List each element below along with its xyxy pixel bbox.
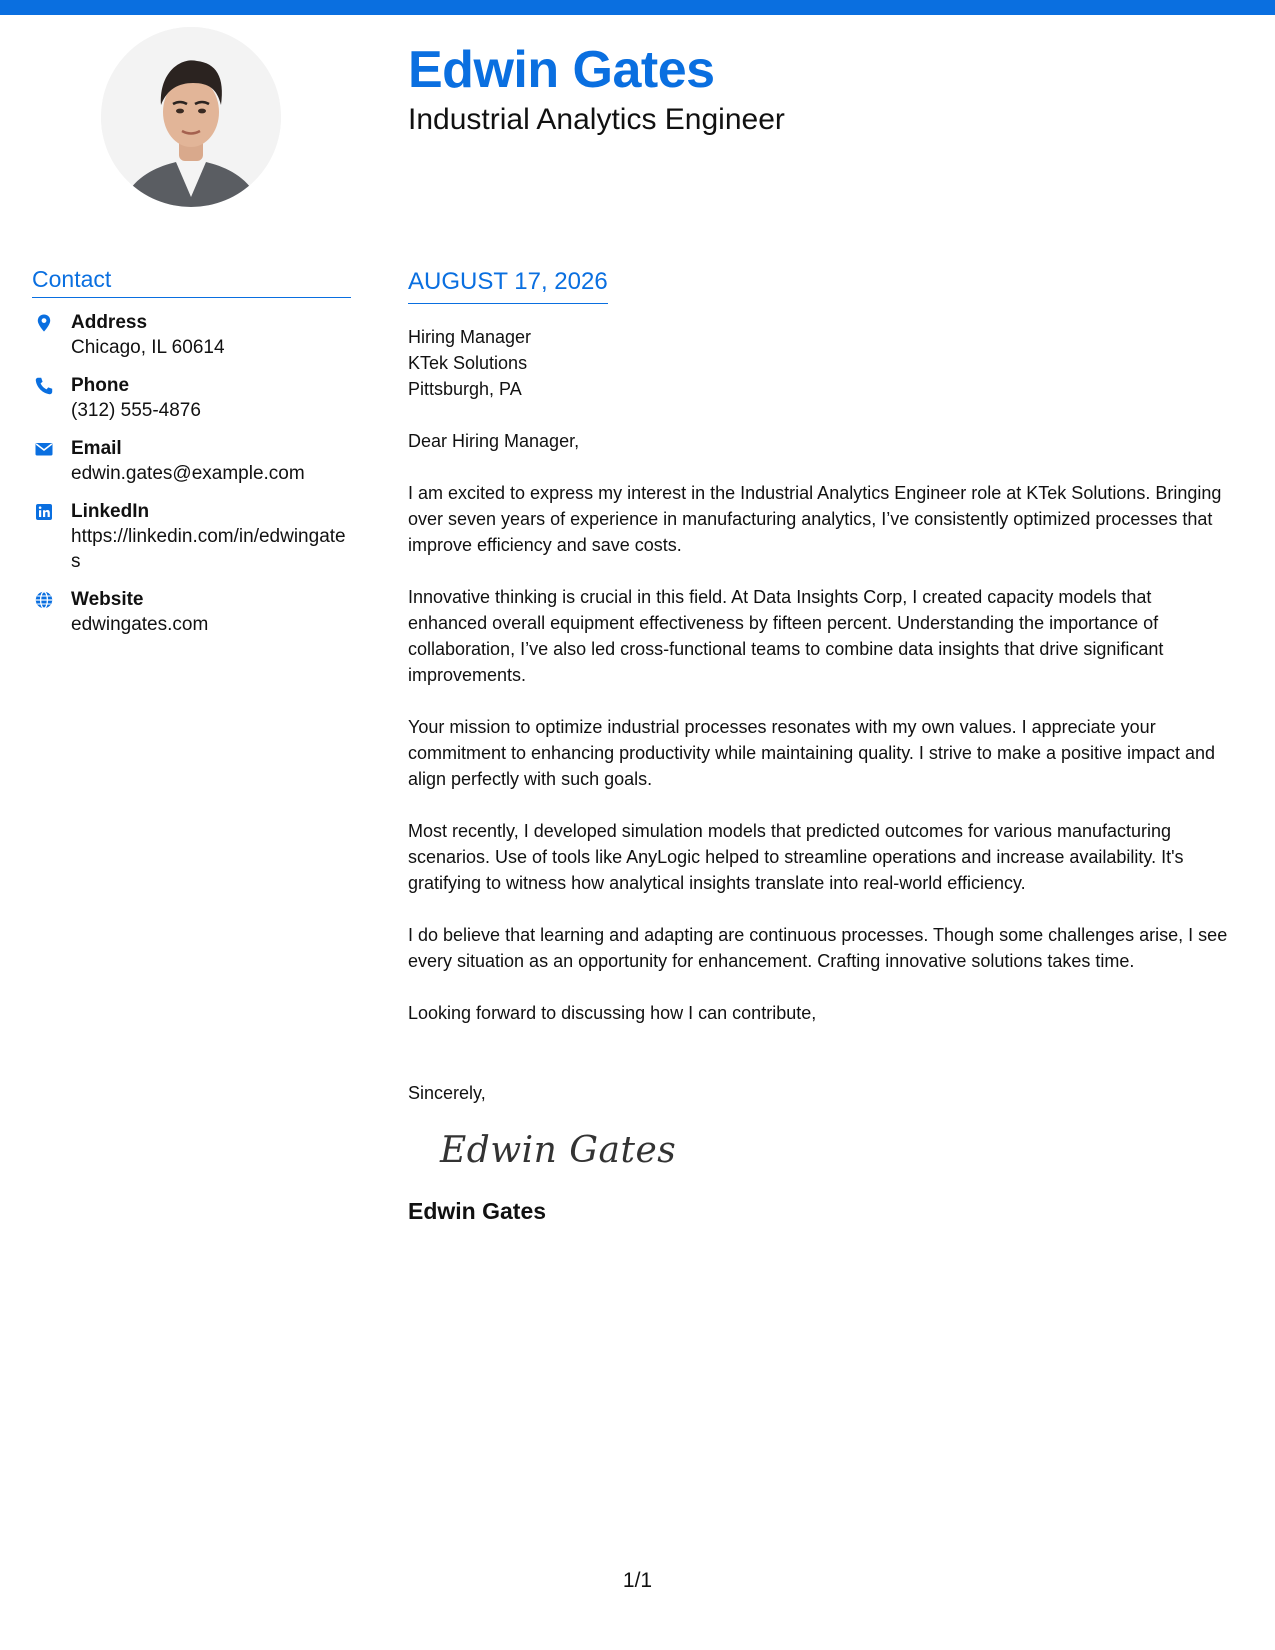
website-label: Website bbox=[71, 588, 144, 610]
handwritten-signature: Edwin Gates bbox=[440, 1129, 677, 1171]
map-pin-icon bbox=[34, 313, 54, 333]
phone-icon bbox=[34, 376, 54, 396]
page-number: 1/1 bbox=[622, 1569, 653, 1592]
letter-paragraph: Your mission to optimize industrial processes resonates with my own values. I appreciate your commitment to enhancing productivity while maintaining quality. I strive to make a positive impact and align perfectly with such goals. bbox=[408, 716, 1216, 789]
recipient-line: Pittsburgh, PA bbox=[408, 378, 522, 399]
applicant-title: Industrial Analytics Engineer bbox=[408, 103, 785, 136]
signoff: Sincerely, bbox=[408, 1082, 486, 1103]
linkedin-value[interactable]: https://linkedin.com/in/edwingates bbox=[71, 525, 346, 572]
website-value[interactable]: edwingates.com bbox=[71, 613, 209, 635]
envelope-icon bbox=[34, 439, 54, 459]
contact-item-website bbox=[32, 587, 351, 637]
applicant-name: Edwin Gates bbox=[408, 41, 715, 99]
contact-item-email bbox=[32, 436, 351, 486]
linkedin-label: LinkedIn bbox=[71, 500, 150, 522]
recipient-line: KTek Solutions bbox=[408, 352, 528, 373]
profile-photo bbox=[101, 27, 281, 207]
phone-label: Phone bbox=[71, 374, 130, 396]
contact-item-phone bbox=[32, 373, 351, 423]
contact-list bbox=[32, 310, 351, 637]
address-label: Address bbox=[71, 311, 148, 333]
letter-body bbox=[408, 268, 1230, 1226]
closing-line: Looking forward to discussing how I can contribute, bbox=[408, 1002, 817, 1023]
email-label: Email bbox=[71, 437, 122, 459]
phone-value: (312) 555-4876 bbox=[71, 399, 201, 421]
contact-heading: Contact bbox=[32, 266, 351, 298]
letter-paragraph: Innovative thinking is crucial in this field. At Data Insights Corp, I created capacity models that enhanced overall equipment effectiveness by fifteen percent. Understanding the importance of collaboration, I’ve also led cross-functional teams to combine data insights that drive significant improvements. bbox=[408, 586, 1164, 685]
address-value: Chicago, IL 60614 bbox=[71, 336, 225, 358]
email-value[interactable]: edwin.gates@example.com bbox=[71, 462, 305, 484]
letter-date: AUGUST 17, 2026 bbox=[408, 268, 608, 304]
salutation: Dear Hiring Manager, bbox=[408, 430, 580, 451]
linkedin-icon bbox=[34, 502, 54, 522]
top-accent-bar bbox=[0, 0, 1275, 15]
letter-paragraph: I do believe that learning and adapting are continuous processes. Though some challenges arise, I see every situation as an opportunity for enhancement. Crafting innovative solutions takes time. bbox=[408, 924, 1228, 971]
contact-item-linkedin bbox=[32, 499, 351, 574]
recipient-block bbox=[408, 324, 1230, 402]
letter-paragraph: I am excited to express my interest in the Industrial Analytics Engineer role at KTek Solutions. Bringing over seven years of experience in manufacturing analytics, I’ve consistently optimized processes that improve efficiency and save costs. bbox=[408, 482, 1222, 555]
contact-item-address bbox=[32, 310, 351, 360]
globe-icon bbox=[34, 590, 54, 610]
recipient-line: Hiring Manager bbox=[408, 326, 532, 347]
letter-paragraph: Most recently, I developed simulation models that predicted outcomes for various manufacturing scenarios. Use of tools like AnyLogic helped to streamline operations and increase availability. It's gratifying to witness how analytical insights translate into real-world efficiency. bbox=[408, 820, 1184, 893]
signer-name: Edwin Gates bbox=[408, 1197, 547, 1224]
contact-sidebar bbox=[32, 266, 351, 650]
